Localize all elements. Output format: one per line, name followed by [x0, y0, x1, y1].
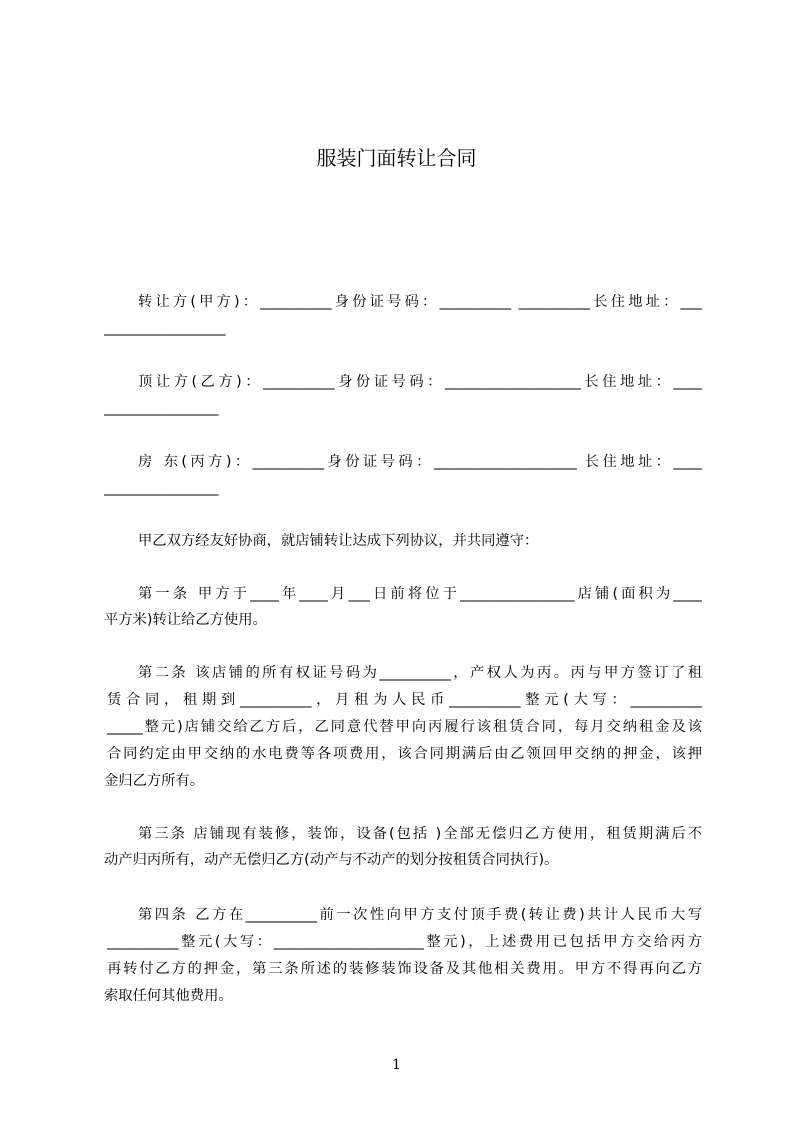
- transferee-line-2: ________________: [104, 400, 219, 416]
- article-3-line-1: 第三条 店铺现有装修，装饰，设备(包括 )全部无偿归乙方使用，租赁期满后不: [138, 826, 702, 842]
- transferor-line-1: 转让方(甲方)：__________身份证号码：__________ __________长住地址：___: [138, 294, 702, 310]
- article-4-line-1: 第四条 乙方在__________前一次性向甲方支付顶手费(转让费)共计人民币大写: [138, 907, 702, 923]
- article-3-line-2: 动产归丙所有，动产无偿归乙方(动产与不动产的划分按租赁合同执行)。: [104, 852, 559, 868]
- article-4-line-3: 再转付乙方的押金，第三条所述的装修装饰设备及其他相关费用。甲方不得再向乙方: [107, 961, 702, 977]
- article-2-line-2: 赁合同，租期到__________，月租为人民币__________整元(大写：__________: [107, 692, 702, 708]
- transferee-line-1: 顶让方(乙方)：__________身份证号码：___________________长住地址：____: [138, 374, 702, 390]
- document-title: 服装门面转让合同: [316, 146, 477, 170]
- article-4-line-2: __________整元(大写：_____________________整元)，上述费用已包括甲方交给丙方: [107, 934, 702, 950]
- article-1-line-1: 第一条 甲方于____年____月___日前将位于________________店铺(面积为____: [138, 586, 702, 602]
- article-1-line-2: 平方米)转让给乙方使用。: [104, 612, 267, 628]
- article-2-line-4: 合同约定由甲交纳的水电费等各项费用，该合同期满后由乙领回甲交纳的押金，该押: [107, 746, 702, 762]
- preamble: 甲乙双方经友好协商，就店铺转让达成下列协议，并共同遵守：: [138, 533, 539, 549]
- landlord-line-1: 房 东(丙方)：__________身份证号码：____________________ 长住地址：____: [138, 454, 702, 470]
- transferor-line-2: _________________: [104, 320, 226, 336]
- page-number: 1: [392, 1057, 401, 1073]
- landlord-line-2: ________________: [104, 480, 219, 496]
- article-4-line-4: 索取任何其他费用。: [104, 988, 233, 1004]
- article-2-line-3: _____整元)店铺交给乙方后，乙同意代替甲向丙履行该租赁合同，每月交纳租金及该: [107, 719, 702, 735]
- article-2-line-5: 金归乙方所有。: [104, 773, 205, 789]
- article-2-line-1: 第二条 该店铺的所有权证号码为__________，产权人为丙。丙与甲方签订了租: [138, 665, 702, 681]
